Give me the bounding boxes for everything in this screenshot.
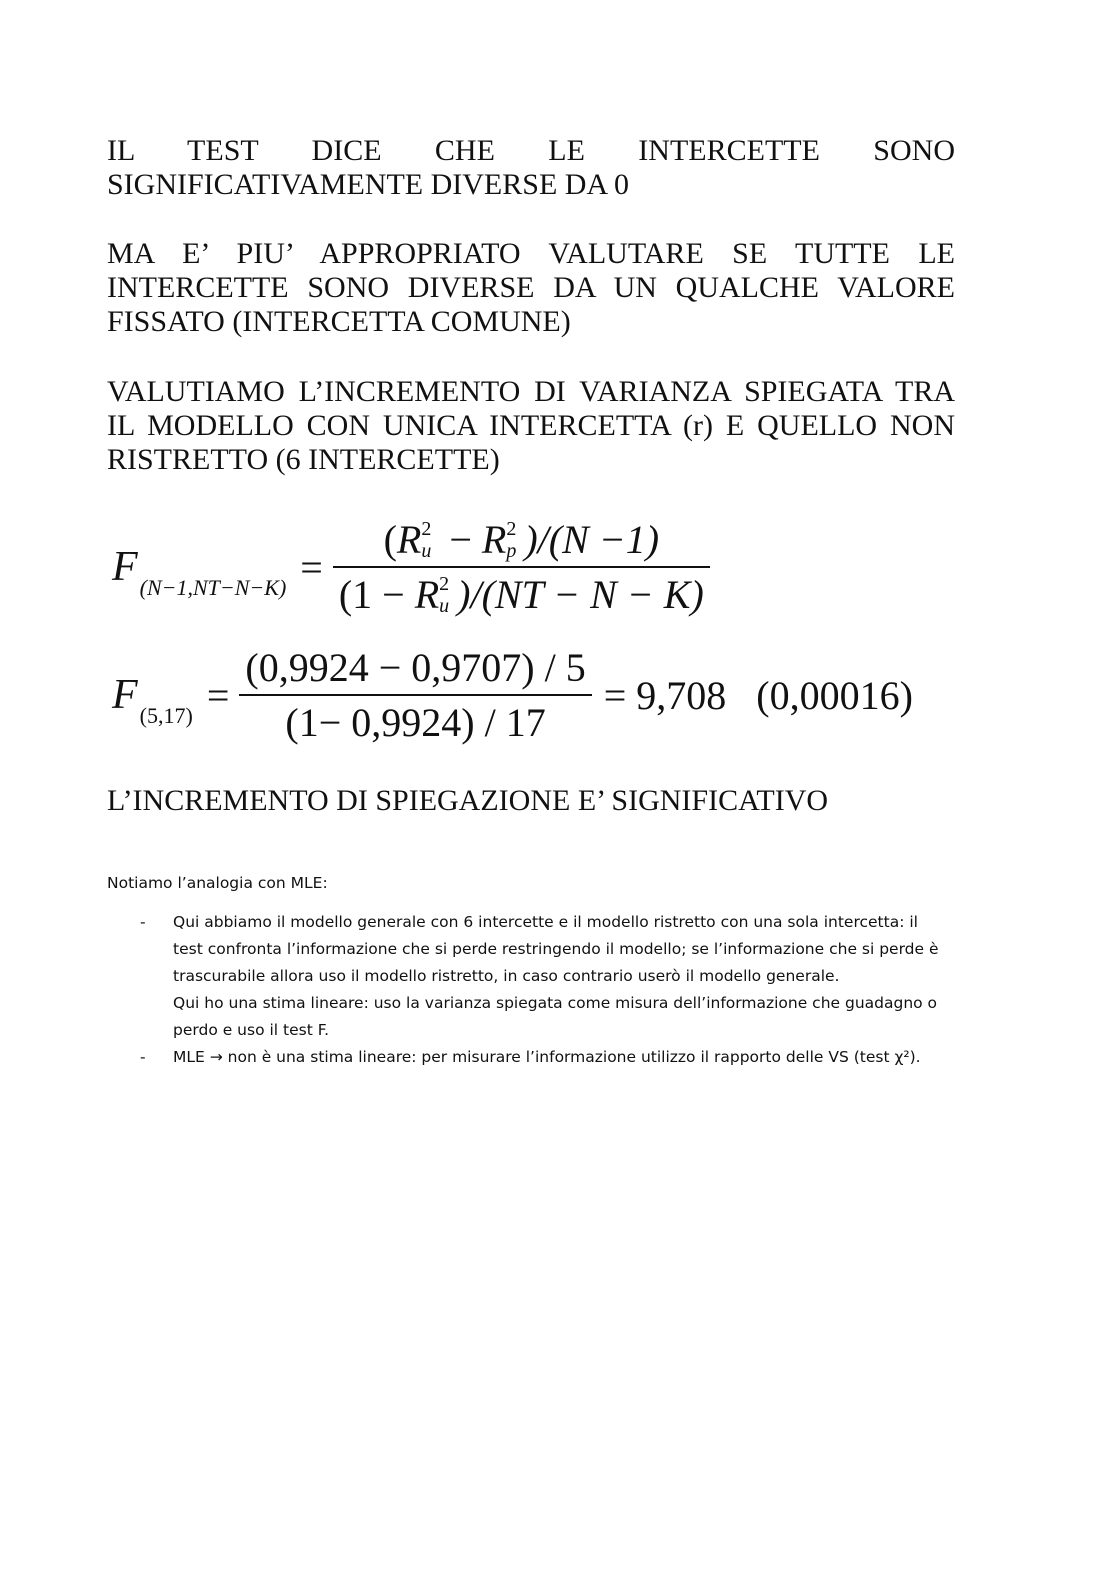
subscript-u: u [421, 540, 432, 562]
f-symbol: F [112, 544, 138, 590]
equals-sign: = [300, 544, 323, 590]
formula-lhs [112, 671, 193, 728]
bullet-dash: - [140, 1048, 146, 1066]
numerator-tail: )/(N −1) [524, 517, 660, 562]
formula-general-f [112, 516, 710, 618]
bullet-line: perdo e uso il test F. [173, 1021, 330, 1039]
exponent: 2 [439, 573, 450, 595]
fraction [333, 516, 710, 618]
conclusion: L’INCREMENTO DI SPIEGAZIONE E’ SIGNIFICATIVO [107, 784, 829, 817]
list-item [140, 909, 1020, 1044]
sup-sub [421, 518, 439, 562]
note-intro: Notiamo l’analogia con MLE: [107, 874, 328, 892]
paragraph-intercepts-test [107, 134, 955, 202]
exponent: 2 [506, 518, 517, 540]
subscript-u: u [439, 595, 450, 617]
list-item [140, 1044, 1020, 1071]
paragraph-line-text: IL TEST DICE CHE LE INTERCETTE SONO [107, 134, 955, 167]
minus-sign: − [449, 517, 472, 562]
bullet-line: Qui ho una stima lineare: uso la varianza spiegata come misura dell’informazione che guadagno o [173, 994, 938, 1012]
r-symbol: R [414, 572, 440, 617]
bullet-line: trascurabile allora uso il modello ristretto, in caso contrario userò il modello generale. [173, 967, 840, 985]
bullet-line: Qui abbiamo il modello generale con 6 intercette e il modello ristretto con una sola intercetta: il [173, 913, 918, 931]
numerator: (0,9924 − 0,9707) / 5 [245, 645, 586, 690]
bullet-list [140, 909, 1020, 1071]
paragraph-variance-increment: VALUTIAMO L’INCREMENTO DI VARIANZA SPIEGATA TRA IL MODELLO CON UNICA INTERCETTA (r) E QUELLO NON RISTRETTO (6 INTERCETTE) [107, 375, 955, 476]
p-value: (0,00016) [756, 672, 913, 718]
bullet-line: test confronta l’informazione che si perde restringendo il modello; se l’informazione che si perde è [173, 940, 939, 958]
formula-lhs [112, 543, 287, 600]
paragraph-line [107, 134, 955, 168]
sup-sub [506, 518, 524, 562]
r-symbol: R [396, 517, 422, 562]
denominator-head: (1 − [338, 572, 415, 617]
formula-numeric-f [112, 644, 913, 746]
f-value: = 9,708 [603, 672, 727, 718]
f-subscript [140, 575, 287, 601]
f-subscript: (5,17) [139, 703, 193, 728]
sup-sub [439, 573, 457, 617]
bullet-dash: - [140, 913, 146, 931]
f-symbol: F [112, 672, 138, 718]
subscript-p: p [506, 540, 517, 562]
paragraph-line-text: SIGNIFICATIVAMENTE DIVERSE DA 0 [107, 168, 629, 201]
denominator [333, 568, 710, 618]
denominator: (1− 0,9924) / 17 [285, 700, 546, 745]
denominator-tail: )/(NT − N − K) [457, 572, 704, 617]
formula-result [604, 672, 913, 719]
equals-sign: = [206, 672, 230, 718]
fraction [239, 644, 591, 746]
paren: ( [383, 517, 397, 562]
exponent: 2 [421, 518, 432, 540]
bullet-line: MLE → non è una stima lineare: per misurare l’informazione utilizzo il rapporto delle VS (test χ²). [173, 1048, 921, 1066]
numerator [378, 516, 666, 566]
paragraph-common-intercept: MA E’ PIU’ APPROPRIATO VALUTARE SE TUTTE LE INTERCETTE SONO DIVERSE DA UN QUALCHE VALORE FISSATO (INTERCETTA COMUNE) [107, 237, 955, 338]
f-subscript-text: (N−1,NT−N−K) [139, 575, 287, 600]
r-symbol: R [481, 517, 507, 562]
